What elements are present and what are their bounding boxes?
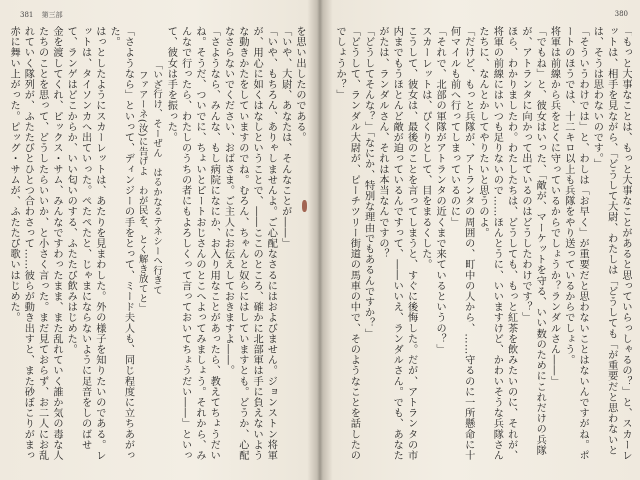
left-page-number: 381 [20,11,34,19]
right-page [320,0,640,480]
right-paragraph-2: 「そういうわけでは」と、わしは「お早く」が重要だと思わないことはないんですがね。ポートのほうでは、十二キロ以上も兵隊をやり送っているからでしょう。 [562,26,589,461]
left-page-text [6,26,306,468]
song-quote [134,26,163,468]
left-paragraph-2: 「いや、大尉、あなたは、そんなことが――」 [279,26,291,249]
right-paragraph-1: 「もっと大事なことは、もっと大事なことがあると思っていらっしゃるの？」と、スカーレットは、相手を見ながら、「どうして大尉、わたしは「どうしても「が重要だと思わないとは、そうは思わないのです。」 [591,26,631,461]
right-paragraph-10: 「どうしてそんな？」「なにか、特別な理由でもあるんですか？」 [362,26,374,339]
left-paragraph-4: 「さようなら、みんな、もし病院になにか、お入り用なことがあったら、教えてちょうだいね。そうだ、ついでに、ちょいとピートおじさんのとこへよってみましょう。それから、みんなで行ったら、わたしのうちの者にもよろしくって言っておいてちょうだい――」といって、彼女は手を振った。 [165,26,220,461]
left-page-header [20,10,63,20]
left-paragraph-5: 「さようなら」といって、ディンジーの手をとって、ミード夫人も、同じ程度に立ちあがった。 [108,26,134,461]
left-paragraph-3: 「いや、もちろん、ありゃしませんよ。ご心配なさるにはおよびません。ジョンストン将軍が、用心に如くはなしということで、――ここのところ、確かに北部軍は手に負えないような動きかたをしていますのでね。むろん、ちゃんと奴らにはしていますとも。どうか、心配なさらないでください、おばさま。ご主人にお伝えしておきますよ――。 [222,26,277,461]
song-quote-line-2: ファアーネ(汝)に告げよ わが民を、とく解き放てと」 [136,70,148,314]
right-page-header [615,10,628,18]
left-paragraph-6: はっとしたようにスカーレットは、あたりを見まわした。外の様子を知りたいのである。レットは、タイソンカへ出ていった。ぺたぺたと、じゃまにならないように足音をしのばせて、ランゲはどこからか、いい匂いのする、ふたたび飲みはじめた。 [65,26,105,461]
right-paragraph-11: 「どうして、ランダル大尉が、ピーチツリー街道の馬車の中で、そのようなことを話したのでしょうか？」 [334,26,360,461]
right-paragraph-4: 「でもね」と、彼女はいった、「敵が、マーケットを守る、いい数のためにこれだけの兵隊が、アトランタに向かって出ているのはどうしたわけです？」 [519,26,546,456]
right-paragraph-7: 「それで、北部の軍隊がアトランタの近くまで来ているというの？」 [434,26,446,355]
right-paragraph-5: ほら、わかりましたわ。わたしたちは、どうしても、もっと紅茶を飲みたいのに、それが、将軍の前線にはいつも足りないので……ほんとうに、いいますけど、かわいそうな兵隊さんたちに、なんとかしてやりたいと思うのよ。 [477,26,517,461]
right-page-text [332,26,632,468]
left-paragraph-1: を思い出したのである。 [294,26,305,143]
right-paragraph-9: こうして、彼女は、最後のことを言ってしまうと、すぐに後悔した。だが、アトランタの市内までもうほとんど敵が迫っているんですって、――いいえ、ランダルさん。でも、あなたがたは、ランダルさん、それは本当なんですの？ [376,26,417,461]
right-paragraph-6: 「だけど、もっと兵隊が、アトランタの周囲の、町中の人から、……守るのに一所懸命に十何マイルも前へ行ってしまっているのに」 [448,26,474,461]
right-paragraph-8: スカーレットは、ぴくりとして、目をまるくした。 [419,26,431,270]
ink-stain [302,200,307,212]
right-page-number: 380 [614,10,628,18]
left-paragraph-7: 金を渡してくれ、ピックス・サム、みんなですわったまま、また乱れていく誰か気の毒な人たちのことを思って、どうしたらいいか、と小さく言った。まだ見ておらず、お二人にお乱れていく隊列が、ふたたびとひとつ合わさって……彼らが動き出すと、また砂ぼこりがまっ赤に舞い上がった。ピッグ・サムが、ふたたび歌いはじめた。 [8,26,62,461]
song-quote-line-1: 「いざ行け、そーぜん はるかなるテネシーへ行きて [151,60,163,295]
right-paragraph-3: 将軍は前線から兵をとくに守っているからでしょうか？ランダルさん――」 [548,26,560,387]
left-page-section: 第三部 [41,11,63,19]
